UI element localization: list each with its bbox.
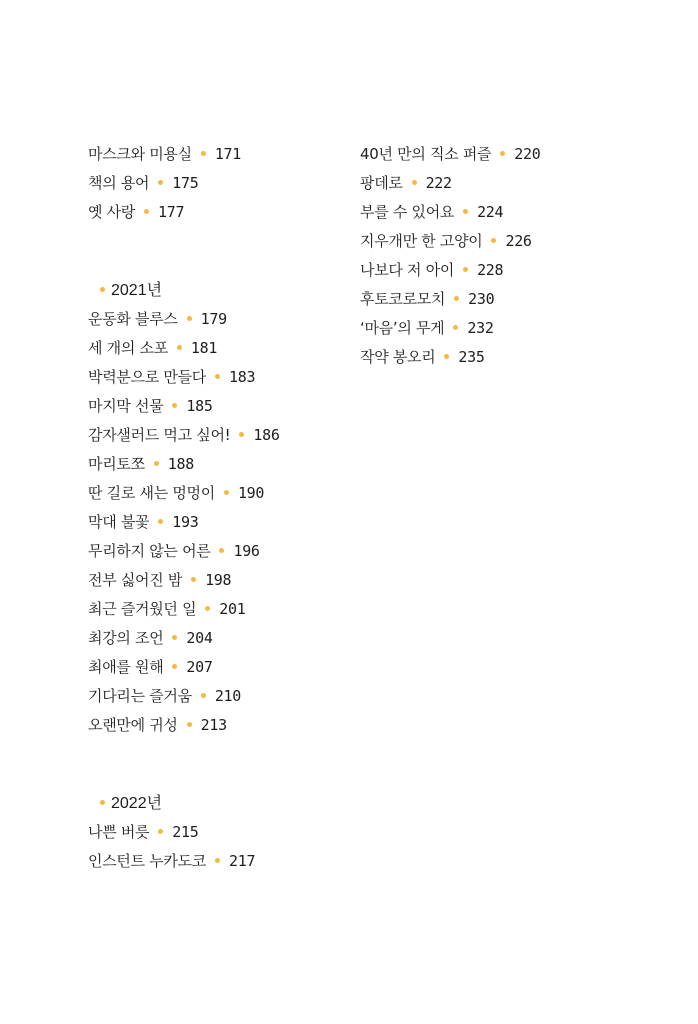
entry-title: ‘마음’의 무게 <box>360 319 445 337</box>
entry-title: 옛 사랑 <box>88 203 136 221</box>
toc-entry <box>360 285 540 314</box>
entry-title: 운동화 블루스 <box>88 310 178 328</box>
entry-page: 193 <box>172 513 199 531</box>
entry-page: 235 <box>458 348 485 366</box>
entry-title: 막대 불꽃 <box>88 513 150 531</box>
toc-entry <box>88 566 280 595</box>
entry-page: 232 <box>467 319 494 337</box>
entry-title: 마리토쪼 <box>88 455 145 473</box>
entry-page: 222 <box>425 174 452 192</box>
entry-title: 책의 용어 <box>88 174 150 192</box>
bullet-dot-icon <box>201 151 206 156</box>
toc-entry <box>88 508 280 537</box>
toc-section-2021 <box>88 276 280 740</box>
entry-page: 204 <box>186 629 213 647</box>
bullet-dot-icon <box>100 800 105 805</box>
toc-entry <box>88 537 280 566</box>
bullet-dot-icon <box>205 606 210 611</box>
entry-page: 220 <box>514 145 541 163</box>
toc-entry <box>360 140 540 169</box>
entry-title: 전부 싫어진 밤 <box>88 571 183 589</box>
entry-page: 210 <box>214 687 242 705</box>
toc-entry <box>360 256 540 285</box>
toc-entry <box>360 169 540 198</box>
entry-title: 나보다 저 아이 <box>360 261 455 279</box>
entry-page: 198 <box>205 571 232 589</box>
toc-entry <box>88 818 280 847</box>
entry-title: 후토코로모치 <box>360 290 446 308</box>
toc-entry <box>88 653 280 682</box>
entry-page: 207 <box>186 658 213 676</box>
toc-entry <box>88 421 280 450</box>
toc-intro-group <box>88 140 280 227</box>
toc-entry <box>360 198 540 227</box>
entry-page: 181 <box>190 339 218 357</box>
bullet-dot-icon <box>453 325 458 330</box>
toc-right-column <box>360 140 540 372</box>
bullet-dot-icon <box>463 209 468 214</box>
bullet-dot-icon <box>172 635 177 640</box>
entry-page: 217 <box>229 852 256 870</box>
toc-entry <box>88 198 280 227</box>
entry-page: 183 <box>229 368 256 386</box>
toc-entry <box>88 392 280 421</box>
entry-page: 179 <box>200 310 227 328</box>
toc-entry <box>88 334 280 363</box>
section-heading <box>88 276 280 305</box>
toc-entry <box>88 140 280 169</box>
section-year: 2022년 <box>111 795 163 812</box>
entry-title: 무리하지 않는 어른 <box>88 542 211 560</box>
toc-entry <box>88 624 280 653</box>
bullet-dot-icon <box>215 858 220 863</box>
section-year: 2021년 <box>111 282 163 299</box>
toc-entry <box>88 711 280 740</box>
entry-title: 최강의 조언 <box>88 629 164 647</box>
bullet-dot-icon <box>191 577 196 582</box>
entry-title: 지우개만 한 고양이 <box>360 232 483 250</box>
bullet-dot-icon <box>158 180 163 185</box>
bullet-dot-icon <box>177 345 182 350</box>
entry-page: 185 <box>186 397 213 415</box>
entry-title: 마지막 선물 <box>88 397 164 415</box>
entry-page: 201 <box>219 600 246 618</box>
bullet-dot-icon <box>412 180 417 185</box>
bullet-dot-icon <box>172 664 177 669</box>
toc-entry <box>88 479 280 508</box>
toc-entry <box>88 847 280 876</box>
toc-entry <box>88 305 280 334</box>
entry-page: 171 <box>214 145 242 163</box>
entry-page: 177 <box>158 203 185 221</box>
bullet-dot-icon <box>444 354 449 359</box>
toc-entry <box>88 595 280 624</box>
toc-entry <box>360 227 540 256</box>
bullet-dot-icon <box>187 316 192 321</box>
bullet-dot-icon <box>239 432 244 437</box>
section-spacer <box>88 740 280 789</box>
toc-section-2022 <box>88 789 280 876</box>
entry-page: 175 <box>172 174 199 192</box>
entry-page: 215 <box>172 823 199 841</box>
toc-left-column <box>88 140 280 876</box>
toc-entry <box>88 682 280 711</box>
entry-title: 기다리는 즐거움 <box>88 687 192 705</box>
entry-page: 188 <box>167 455 194 473</box>
entry-page: 224 <box>477 203 504 221</box>
section-heading <box>88 789 280 818</box>
bullet-dot-icon <box>158 829 163 834</box>
toc-entry <box>88 450 280 479</box>
entry-title: 팡데로 <box>360 174 403 192</box>
toc-entry <box>360 343 540 372</box>
entry-title: 박력분으로 만들다 <box>88 368 206 386</box>
bullet-dot-icon <box>454 296 459 301</box>
entry-page: 226 <box>505 232 532 250</box>
bullet-dot-icon <box>215 374 220 379</box>
entry-page: 190 <box>237 484 265 502</box>
entry-title: 나쁜 버릇 <box>88 823 150 841</box>
bullet-dot-icon <box>500 151 505 156</box>
entry-title: 최애를 원해 <box>88 658 164 676</box>
bullet-dot-icon <box>187 722 192 727</box>
entry-title: 최근 즐거웠던 일 <box>88 600 197 618</box>
bullet-dot-icon <box>219 548 224 553</box>
entry-title: 마스크와 미용실 <box>88 145 192 163</box>
section-spacer <box>88 227 280 276</box>
bullet-dot-icon <box>158 519 163 524</box>
toc-entry <box>88 363 280 392</box>
toc-entry <box>88 169 280 198</box>
entry-title: 작약 봉오리 <box>360 348 436 366</box>
bullet-dot-icon <box>100 287 105 292</box>
entry-title: 감자샐러드 먹고 싶어! <box>88 426 231 444</box>
entry-page: 230 <box>468 290 495 308</box>
bullet-dot-icon <box>172 403 177 408</box>
bullet-dot-icon <box>201 693 206 698</box>
entry-title: 오랜만에 귀성 <box>88 716 178 734</box>
entry-page: 186 <box>253 426 280 444</box>
bullet-dot-icon <box>144 209 149 214</box>
entry-title: 40년 만의 직소 퍼즐 <box>360 145 492 163</box>
toc-entry <box>360 314 540 343</box>
bullet-dot-icon <box>154 461 159 466</box>
entry-title: 부를 수 있어요 <box>360 203 455 221</box>
entry-title: 인스턴트 누카도코 <box>88 852 206 870</box>
entry-page: 196 <box>233 542 260 560</box>
entry-page: 213 <box>200 716 227 734</box>
bullet-dot-icon <box>224 490 229 495</box>
entry-title: 세 개의 소포 <box>88 339 168 357</box>
entry-title: 딴 길로 새는 멍멍이 <box>88 484 215 502</box>
bullet-dot-icon <box>491 238 496 243</box>
bullet-dot-icon <box>463 267 468 272</box>
entry-page: 228 <box>477 261 504 279</box>
